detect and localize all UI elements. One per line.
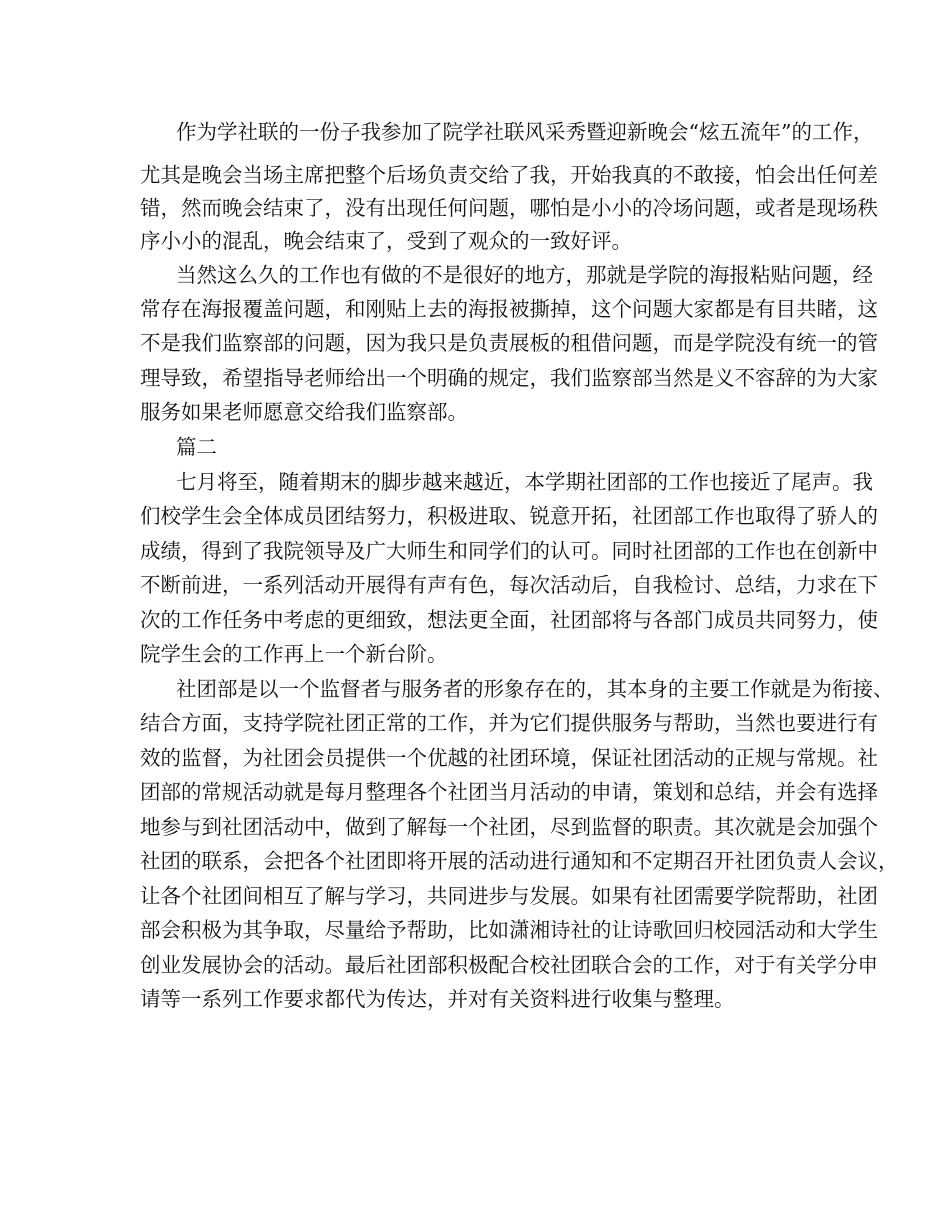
- paragraph-line: 序小小的混乱，晚会结束了，受到了观众的一致好评。: [140, 229, 632, 253]
- paragraph-line: 社团的联系，会把各个社团即将开展的活动进行通知和不定期召开社团负责人会议，: [140, 849, 899, 873]
- paragraph-line: 常存在海报覆盖问题，和刚贴上去的海报被撕掉，这个问题大家都是有目共睹，这: [140, 297, 878, 321]
- paragraph-line: 们校学生会全体成员团结努力，积极进取、锐意开拓，社团部工作也取得了骄人的: [140, 504, 878, 528]
- paragraph-line: 七月将至，随着期末的脚步越来越近，本学期社团部的工作也接近了尾声。我: [176, 470, 873, 494]
- section-heading: 篇二: [176, 435, 217, 459]
- paragraph-line: 团部的常规活动就是每月整理各个社团当月活动的申请，策划和总结，并会有选择: [140, 780, 878, 804]
- paragraph-line: 次的工作任务中考虑的更细致，想法更全面，社团部将与各部门成员共同努力，使: [140, 608, 878, 632]
- paragraph-line: 作为学社联的一份子我参加了院学社联风采秀暨迎新晚会“炫五流年”的工作，: [176, 120, 874, 144]
- paragraph-line: 不断前进，一系列活动开展得有声有色，每次活动后，自我检讨、总结，力求在下: [140, 573, 878, 597]
- paragraph-line: 理导致，希望指导老师给出一个明确的规定，我们监察部当然是义不容辞的为大家: [140, 366, 878, 390]
- paragraph-line: 创业发展协会的活动。最后社团部积极配合校社团联合会的工作，对于有关学分申: [140, 953, 878, 977]
- paragraph-line: 错，然而晚会结束了，没有出现任何问题，哪怕是小小的冷场问题，或者是现场秩: [140, 196, 878, 220]
- paragraph-line: 尤其是晚会当场主席把整个后场负责交给了我，开始我真的不敢接，怕会出任何差: [140, 163, 878, 187]
- paragraph-line: 成绩，得到了我院领导及广大师生和同学们的认可。同时社团部的工作也在创新中: [140, 539, 878, 563]
- paragraph-line: 效的监督，为社团会员提供一个优越的社团环境，保证社团活动的正规与常规。社: [140, 746, 878, 770]
- paragraph-line: 当然这么久的工作也有做的不是很好的地方，那就是学院的海报粘贴问题，经: [176, 263, 873, 287]
- paragraph-line: 地参与到社团活动中，做到了解每一个社团，尽到监督的职责。其次就是会加强个: [140, 815, 878, 839]
- paragraph-line: 部会积极为其争取，尽量给予帮助，比如潇湘诗社的让诗歌回归校园活动和大学生: [140, 918, 878, 942]
- paragraph-line: 请等一系列工作要求都代为传达，并对有关资料进行收集与整理。: [140, 987, 735, 1011]
- paragraph-line: 不是我们监察部的问题，因为我只是负责展板的租借问题，而是学院没有统一的管: [140, 331, 878, 355]
- paragraph-line: 服务如果老师愿意交给我们监察部。: [140, 400, 468, 424]
- paragraph-line: 院学生会的工作再上一个新台阶。: [140, 642, 448, 666]
- paragraph-line: 结合方面，支持学院社团正常的工作，并为它们提供服务与帮助，当然也要进行有: [140, 711, 878, 735]
- paragraph-line: 社团部是以一个监督者与服务者的形象存在的，其本身的主要工作就是为衔接、: [176, 677, 894, 701]
- paragraph-line: 让各个社团间相互了解与学习，共同进步与发展。如果有社团需要学院帮助，社团: [140, 884, 878, 908]
